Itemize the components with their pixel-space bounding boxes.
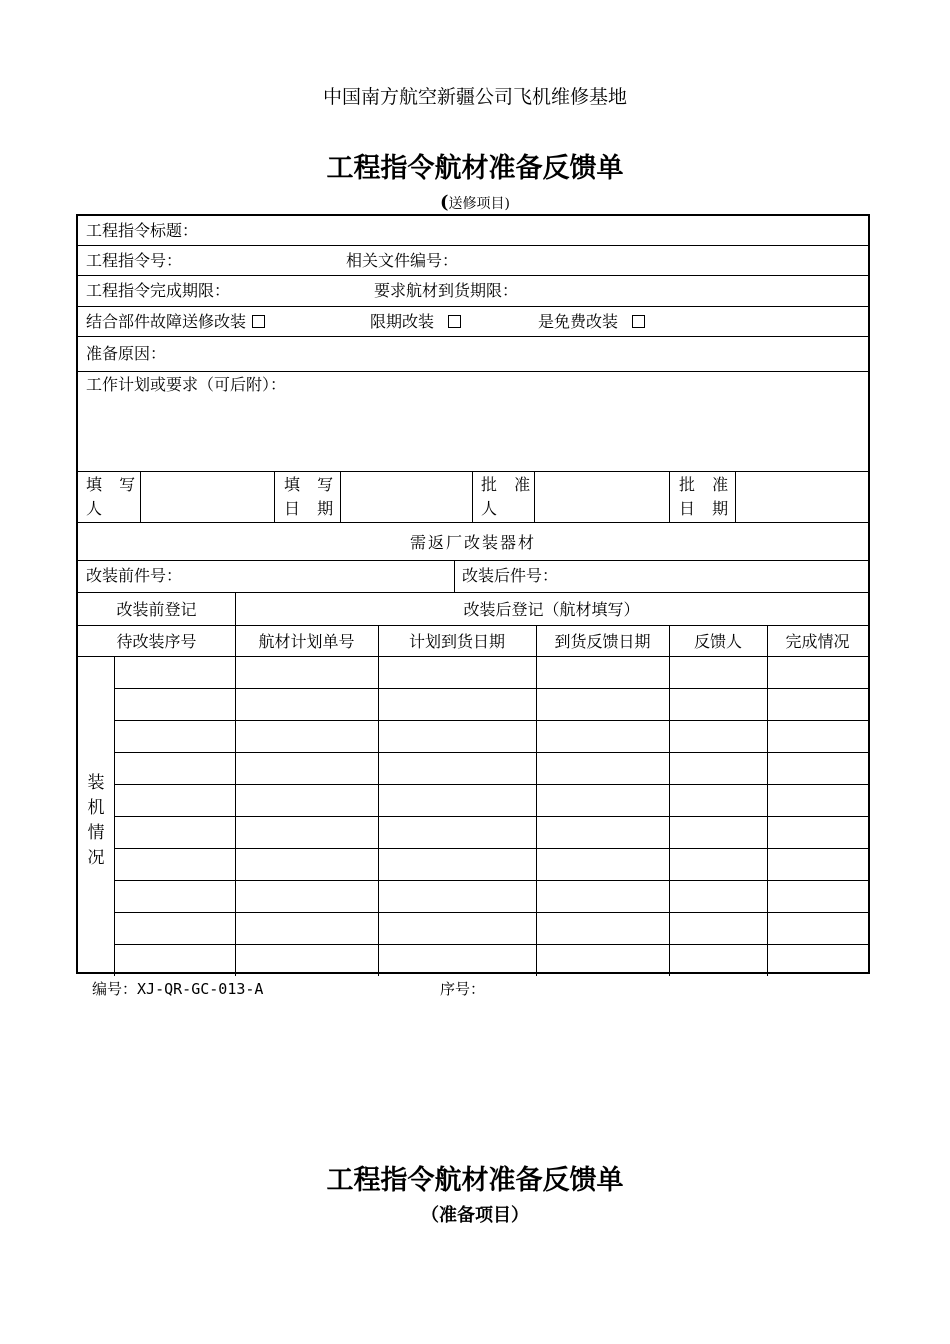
col-divider: [536, 625, 537, 976]
row-divider: [114, 752, 868, 753]
form-title: 工程指令航材准备反馈单: [326, 153, 624, 184]
row-divider: [114, 784, 868, 785]
second-form-title: 工程指令航材准备反馈单: [326, 1165, 624, 1196]
approver-label-line1: 批 准: [481, 475, 537, 494]
approve-date-label-line2: 日 期: [679, 499, 735, 518]
row-divider: [78, 306, 868, 307]
eo-deadline-label: 工程指令完成期限：: [86, 281, 231, 300]
row-divider: [114, 880, 868, 881]
row-divider: [78, 656, 868, 657]
organization-name: 中国南方航空新疆公司飞机维修基地: [322, 86, 627, 108]
col-divider: [114, 656, 115, 976]
feedback-form-table: [76, 214, 870, 974]
post-register-label: 改装后登记（航材填写）: [463, 600, 640, 619]
subtitle-open-paren: (: [440, 192, 449, 213]
checkbox-icon[interactable]: [448, 315, 461, 328]
col-divider: [669, 625, 670, 976]
install-status-label: [78, 771, 114, 871]
row-divider: [78, 245, 868, 246]
section-title: 需返厂改装器材: [409, 532, 536, 552]
material-arrival-label: 要求航材到货期限：: [374, 281, 519, 300]
column-header: 航材计划单号: [258, 632, 355, 651]
eo-title-label: 工程指令标题：: [86, 221, 199, 240]
install-status-char: 机: [87, 798, 105, 818]
checkbox-icon[interactable]: [252, 315, 265, 328]
row-divider: [78, 471, 868, 472]
column-header: 计划到货日期: [408, 632, 505, 651]
install-status-char: 情: [87, 823, 105, 843]
checkbox-timelimit-label: 限期改装: [370, 312, 435, 331]
row-divider: [114, 944, 868, 945]
fill-date-label: [284, 473, 339, 521]
col-divider: [669, 471, 670, 522]
col-divider: [274, 471, 275, 522]
filler-label-line2: 人: [86, 499, 109, 518]
column-header: 到货反馈日期: [554, 632, 651, 651]
reason-label: 准备原因：: [86, 344, 167, 363]
subtitle-text: 送修项目): [448, 196, 510, 212]
checkbox-free[interactable]: [538, 311, 645, 333]
col-divider: [340, 471, 341, 522]
form-code-label: 编号：: [92, 980, 138, 998]
approve-date-label: [679, 473, 734, 521]
eo-number-label: 工程指令号：: [86, 251, 183, 270]
form-code-value: XJ-QR-GC-013-A: [137, 980, 264, 998]
checkbox-timelimit[interactable]: [370, 311, 461, 333]
row-divider: [78, 371, 868, 372]
row-divider: [114, 912, 868, 913]
col-divider: [735, 471, 736, 522]
col-divider: [767, 625, 768, 976]
form-code: [92, 978, 263, 999]
column-header: 反馈人: [693, 632, 742, 651]
serial-label: 序号：: [440, 980, 486, 998]
row-divider: [114, 720, 868, 721]
approve-date-label-line1: 批 准: [679, 475, 735, 494]
checkbox-repair-label: 结合部件故障送修改装: [86, 312, 247, 331]
second-form-subtitle: （准备项目）: [421, 1205, 529, 1226]
checkbox-icon[interactable]: [632, 315, 645, 328]
related-doc-label: 相关文件编号：: [346, 251, 459, 270]
col-divider: [472, 471, 473, 522]
pre-part-label: 改装前件号：: [86, 566, 183, 585]
row-divider: [114, 848, 868, 849]
column-header: 完成情况: [785, 632, 850, 651]
pre-register-label: 改装前登记: [116, 600, 197, 619]
col-divider: [378, 625, 379, 976]
filler-label-line1: 填 写: [86, 475, 142, 494]
column-header: 待改装序号: [116, 632, 197, 651]
col-divider: [454, 560, 455, 592]
row-divider: [114, 688, 868, 689]
col-divider: [235, 625, 236, 976]
form-subtitle: [0, 192, 950, 213]
row-divider: [78, 560, 868, 561]
post-part-label: 改装后件号：: [462, 566, 559, 585]
install-status-char: 况: [87, 848, 105, 868]
fill-date-label-line2: 日 期: [284, 499, 340, 518]
install-status-char: 装: [87, 773, 105, 793]
approver-label-line2: 人: [481, 499, 504, 518]
approver-label: [481, 473, 536, 521]
checkbox-repair[interactable]: [86, 311, 265, 333]
row-divider: [114, 816, 868, 817]
filler-label: [86, 473, 141, 521]
plan-label: 工作计划或要求（可后附）：: [86, 375, 287, 394]
checkbox-free-label: 是免费改装: [538, 312, 619, 331]
row-divider: [78, 336, 868, 337]
fill-date-label-line1: 填 写: [284, 475, 340, 494]
row-divider: [78, 275, 868, 276]
